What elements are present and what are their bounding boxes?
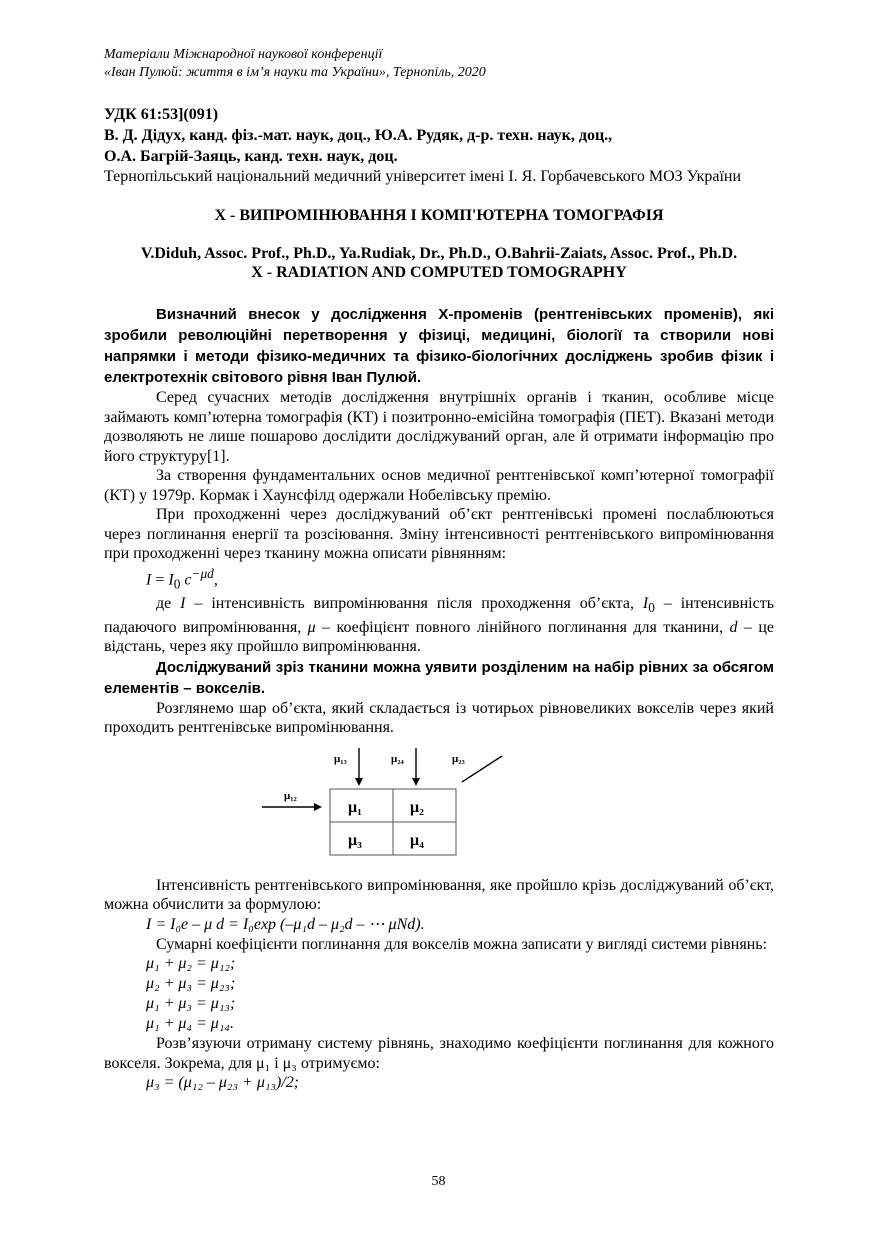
arrow-24-head — [412, 778, 420, 786]
label-mu23: μ₂₃ — [452, 752, 465, 765]
paragraph-intro: Визначний внесок у дослідження Х-променів (рентгенівських променів), які зробили революційні перетворення у фізиці, медицині, біології та створили нові напрямки і методи фізико-медичних та фізико-біологічних досліджень зробив фізик і електротехнік світового рівня Іван Пулюй. — [104, 306, 774, 386]
equation-system — [104, 954, 774, 1034]
equation-4: μ₁ + μ₄ = μ₁₄. — [146, 1015, 234, 1033]
arrow-23 — [462, 756, 502, 782]
arrow-12-head — [314, 803, 322, 811]
udk-code: УДК 61:53](091) — [104, 106, 219, 123]
cell-mu2: μ₂ — [410, 798, 424, 816]
title-en: X - RADIATION AND COMPUTED TOMOGRAPHY — [251, 264, 627, 281]
header-line-2: «Іван Пулюй: життя в ім’я науки та України», Тернопіль, 2020 — [104, 65, 486, 80]
cell-mu4: μ₄ — [410, 831, 424, 849]
arrow-13-head — [355, 778, 363, 786]
authors-ua-line-2: О.А. Багрій-Заяць, канд. техн. наук, доц. — [104, 148, 398, 165]
paragraph-intensity: Інтенсивність рентгенівського випромінювання, яке пройшло крізь досліджуваний об’єкт, можна обчислити за формулою: — [104, 876, 774, 914]
title-ua: X - ВИПРОМІНЮВАННЯ І КОМП'ЮТЕРНА ТОМОГРАФІЯ — [214, 207, 664, 224]
affiliation: Тернопільський національний медичний університет імені І. Я. Горбачевського МОЗ України — [104, 168, 742, 185]
conference-header — [104, 46, 774, 82]
equation-1: μ₁ + μ₂ = μ₁₂; — [146, 955, 236, 973]
header-line-1: Матеріали Міжнародної наукової конференції — [104, 47, 383, 62]
paragraph-nobel: За створення фундаментальних основ медичної рентгенівської комп’ютерної томографії (КТ) у 1979р. Кормак і Хаунсфілд одержали Нобелівську премію. — [104, 467, 774, 504]
cell-mu1: μ₁ — [348, 798, 362, 816]
paragraph-methods: Серед сучасних методів дослідження внутрішніх органів і тканин, особливе місце займають комп’ютерна томографія (КТ) і позитронно-емісійна томографія (ПЕТ). Вказані методи дозволяють не лише пошарово дослідити досліджуваний орган, але й отримати інформацію про його структуру[1]. — [104, 389, 774, 465]
page-number: 58 — [431, 1174, 446, 1189]
equation-2: μ₂ + μ₃ = μ₂₃; — [146, 975, 236, 993]
paper-page — [104, 46, 774, 1093]
paragraph-system: Сумарні коефіцієнти поглинання для вокселів можна записати у вигляді системи рівнянь: — [156, 935, 768, 953]
formula-attenuation: $I = I_0$ $c^{-\mu d}$, — [146, 565, 218, 592]
paragraph-attenuation: При проходженні через досліджуваний об’єкт рентгенівські промені послаблюються через поглинання енергії та розсіювання. Зміну інтенсивності рентгенівського випромінювання при проходженні через тканину можна описати рівнянням: — [104, 506, 774, 562]
label-mu12: μ₁₂ — [284, 789, 297, 802]
label-mu13: μ₁₃ — [334, 752, 347, 765]
authors-en: V.Diduh, Assoc. Prof., Ph.D., Ya.Rudiak, Dr., Ph.D., O.Bahrii-Zaiats, Assoc. Prof., Ph.D. — [140, 245, 738, 262]
voxel-diagram — [104, 744, 774, 872]
paragraph-definitions: де I – інтенсивність випромінювання після проходження об’єкта, $I_0$ – інтенсивність падаючого випромінювання, μ – коефіцієнт повного лінійного поглинання для тканини, d – це відстань, через яку пройшло випромінювання. — [104, 595, 775, 656]
equation-3: μ₁ + μ₃ = μ₁₃; — [146, 995, 236, 1013]
formula-intensity: I = I₀e – μ d = I₀exp (–μ₁d – μ₂d – ⋯ μNd). — [146, 915, 425, 933]
authors-ua-line-1: В. Д. Дідух, канд. фіз.-мат. наук, доц., Ю.А. Рудяк, д-р. техн. наук, доц., — [104, 127, 613, 144]
formula-mu3: μ₃ = (μ₁₂ – μ₂₃ + μ₁₃)/2; — [146, 1074, 300, 1092]
paragraph-solution: Розв’язуючи отриману систему рівнянь, знаходимо коефіцієнти поглинання для кожного вокселя. Зокрема, для μ₁ і μ₃ отримуємо: — [104, 1035, 774, 1072]
paragraph-voxels: Досліджуваний зріз тканини можна уявити розділеним на набір рівних за обсягом елементів – вокселів. — [104, 658, 774, 697]
voxel-diagram-svg — [254, 744, 514, 870]
label-mu24: μ₂₄ — [391, 752, 404, 765]
cell-mu3: μ₃ — [348, 831, 362, 849]
paragraph-layer: Розглянемо шар об’єкта, який складається із чотирьох рівновеликих вокселів через який проходить рентгенівське випромінювання. — [104, 699, 774, 737]
